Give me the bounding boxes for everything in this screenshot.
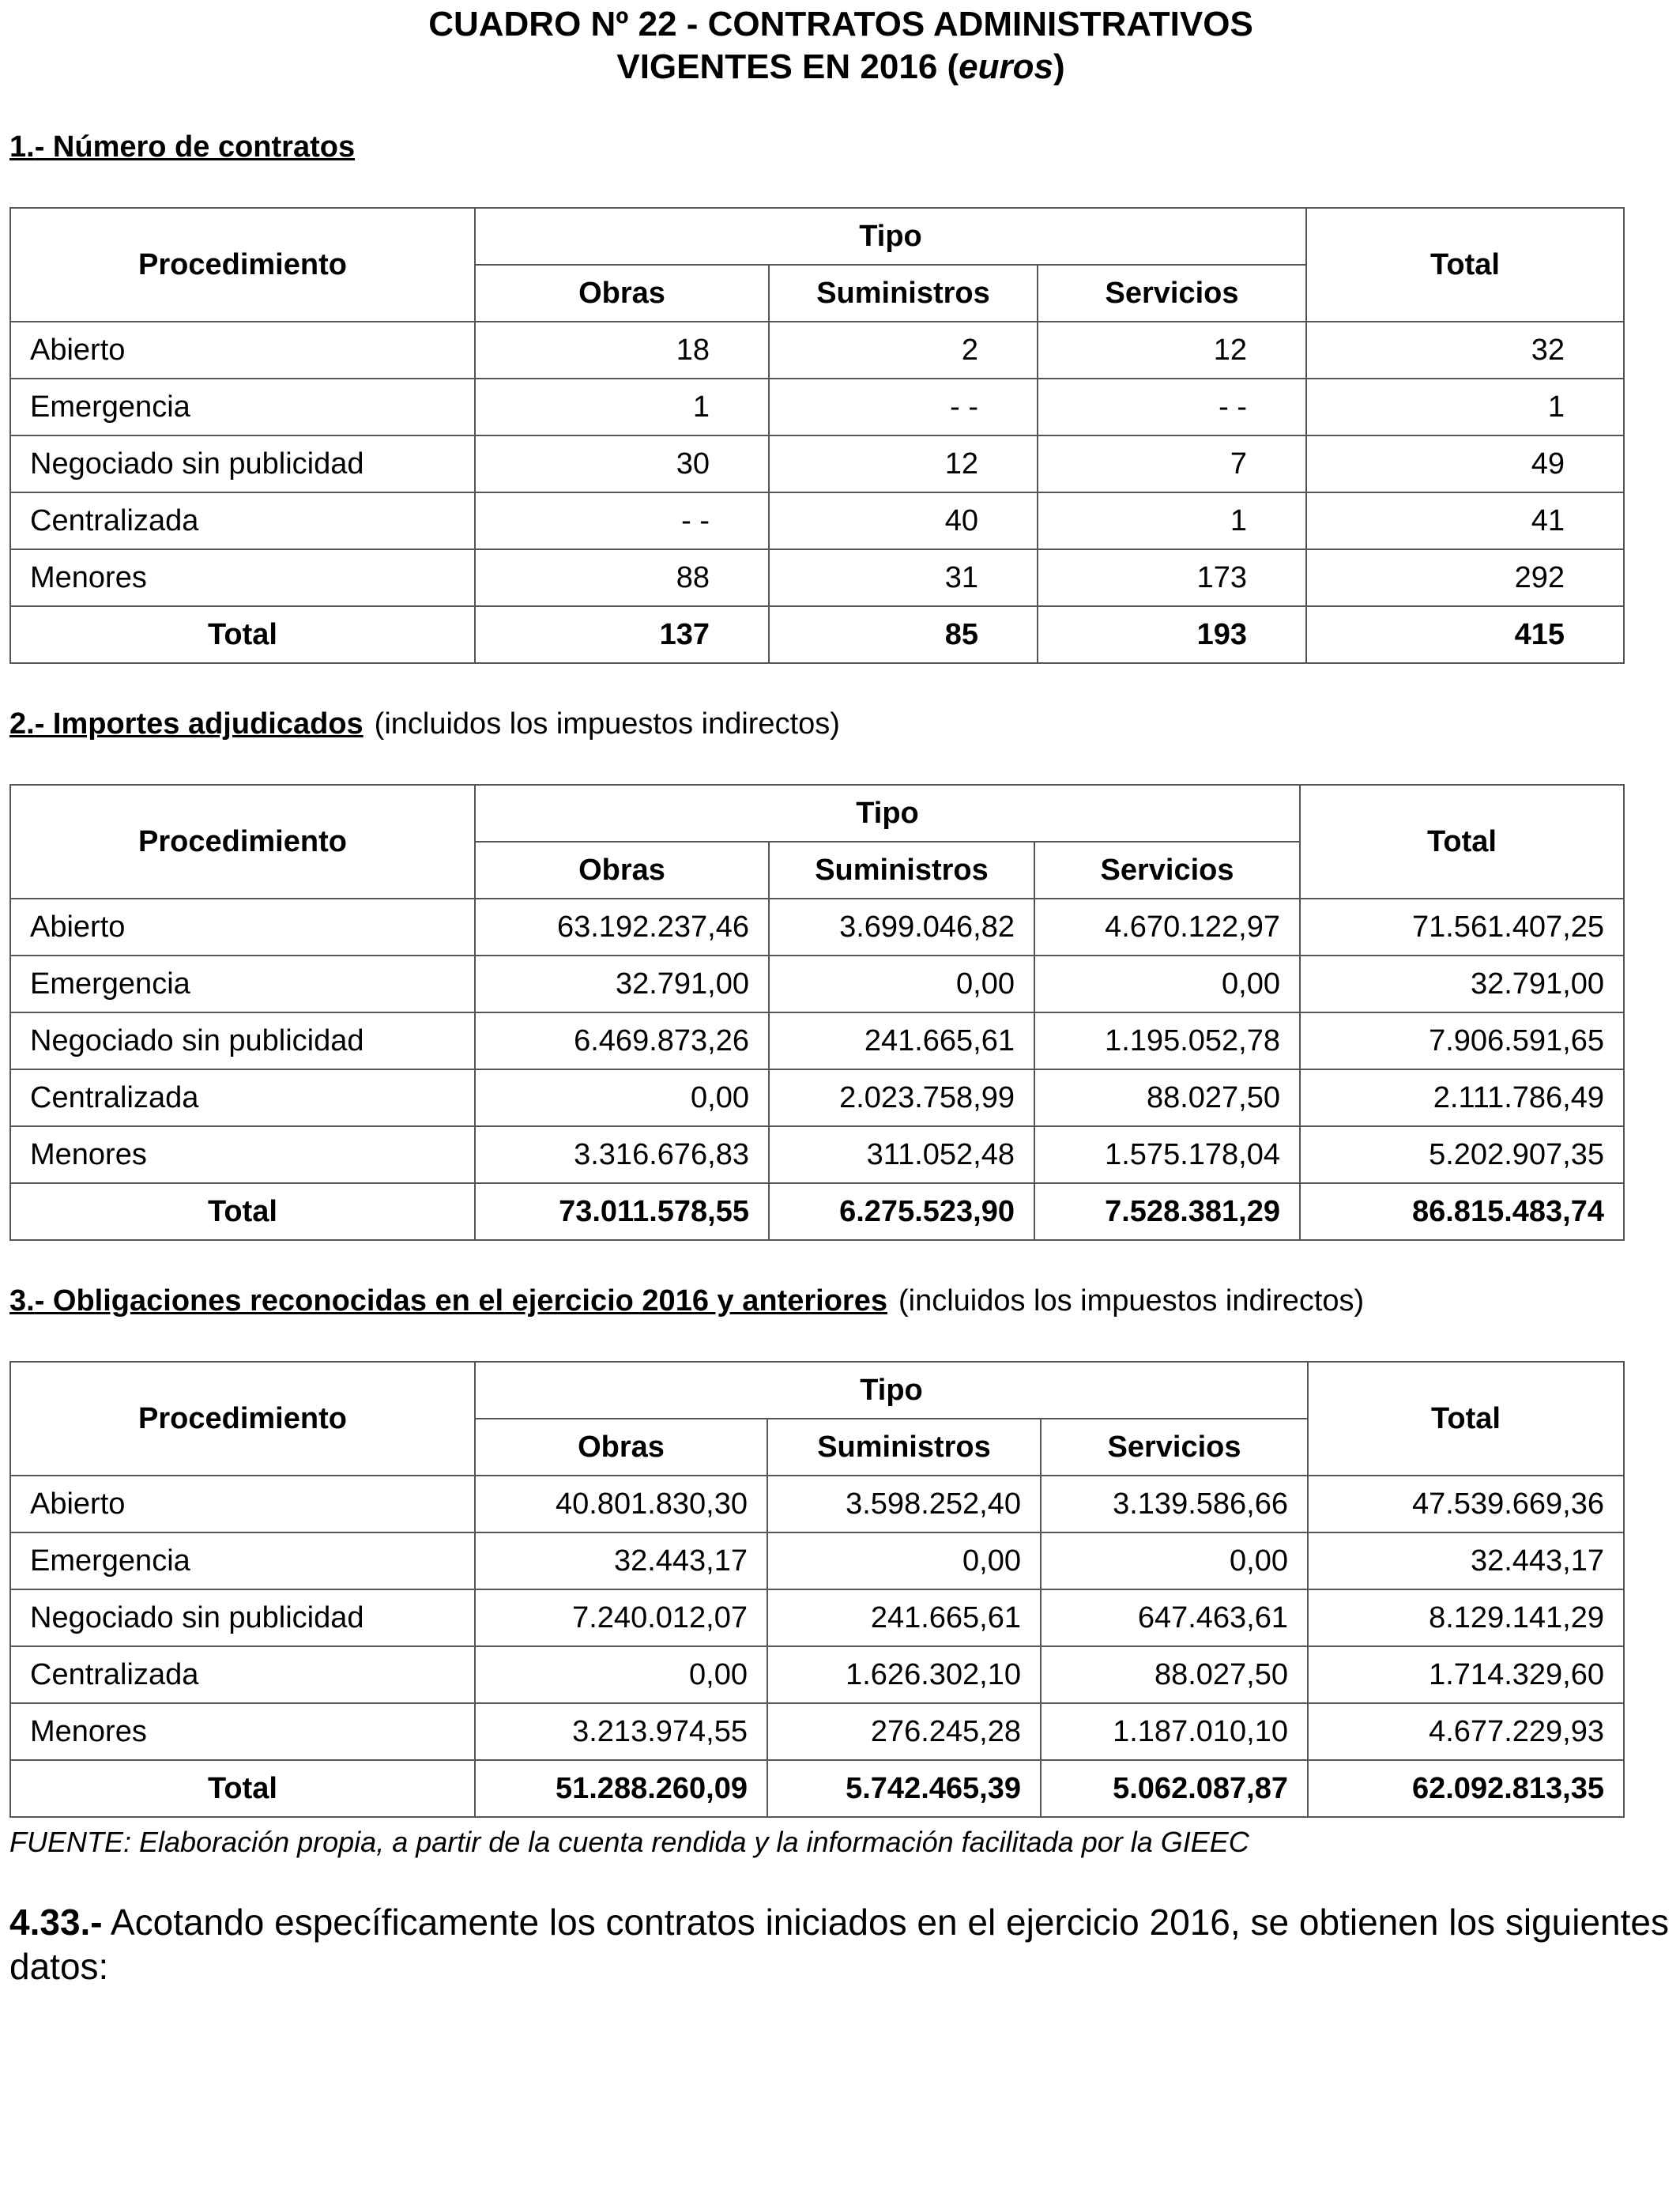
table-total-row: Total 51.288.260,09 5.742.465,39 5.062.087,87 62.092.813,35 [10, 1760, 1624, 1817]
table-row: Centralizada - - 40 1 41 [10, 492, 1624, 549]
header-total: Total [1308, 1362, 1624, 1476]
section-2-heading: 2.- Importes adjudicados (incluidos los impuestos indirectos) [9, 707, 840, 741]
header-obras: Obras [475, 1419, 767, 1476]
header-servicios: Servicios [1041, 1419, 1308, 1476]
header-obras: Obras [475, 265, 769, 322]
table-total-row: Total 73.011.578,55 6.275.523,90 7.528.381,29 86.815.483,74 [10, 1183, 1624, 1240]
table-row: Emergencia 32.791,00 0,00 0,00 32.791,00 [10, 956, 1624, 1012]
header-procedimiento: Procedimiento [10, 208, 475, 322]
header-servicios: Servicios [1034, 842, 1300, 899]
header-tipo: Tipo [475, 785, 1300, 842]
table-row: Menores 88 31 173 292 [10, 549, 1624, 606]
header-total: Total [1300, 785, 1624, 899]
table-row: Emergencia 1 - - - - 1 [10, 379, 1624, 435]
paragraph-4-33 [9, 1900, 1669, 1989]
table-row: Menores 3.316.676,83 311.052,48 1.575.178,04 5.202.907,35 [10, 1126, 1624, 1183]
table-total-row: Total 137 85 193 415 [10, 606, 1624, 663]
table-row: Abierto 40.801.830,30 3.598.252,40 3.139.586,66 47.539.669,36 [10, 1476, 1624, 1532]
table-row: Emergencia 32.443,17 0,00 0,00 32.443,17 [10, 1532, 1624, 1589]
header-suministros: Suministros [769, 842, 1034, 899]
header-procedimiento: Procedimiento [10, 1362, 475, 1476]
section-1-heading: 1.- Número de contratos [9, 130, 356, 164]
header-procedimiento: Procedimiento [10, 785, 475, 899]
document-page [9, 0, 1672, 1987]
table-importes-adjudicados [9, 784, 1625, 1241]
table-row: Abierto 63.192.237,46 3.699.046,82 4.670.122,97 71.561.407,25 [10, 899, 1624, 956]
title-line-1: CUADRO Nº 22 - CONTRATOS ADMINISTRATIVOS [428, 5, 1253, 43]
table-row: Abierto 18 2 12 32 [10, 322, 1624, 379]
title-line-2: VIGENTES EN 2016 (euros) [616, 47, 1065, 86]
source-note: FUENTE: Elaboración propia, a partir de la cuenta rendida y la información facilitada por la GIEEC [9, 1826, 1249, 1858]
paragraph-text: Acotando específicamente los contratos iniciados en el ejercicio 2016, se obtienen los siguientes datos: [9, 1902, 1669, 1987]
header-suministros: Suministros [769, 265, 1038, 322]
header-total: Total [1306, 208, 1624, 322]
header-suministros: Suministros [767, 1419, 1041, 1476]
table-row: Negociado sin publicidad 6.469.873,26 241.665,61 1.195.052,78 7.906.591,65 [10, 1012, 1624, 1069]
document-title [9, 3, 1672, 89]
paragraph-number: 4.33.- [9, 1902, 103, 1943]
header-obras: Obras [475, 842, 769, 899]
table-row: Negociado sin publicidad 7.240.012,07 241.665,61 647.463,61 8.129.141,29 [10, 1589, 1624, 1646]
header-servicios: Servicios [1038, 265, 1306, 322]
section-3-heading: 3.- Obligaciones reconocidas en el ejercicio 2016 y anteriores (incluidos los impuestos indirectos) [9, 1284, 1365, 1318]
header-tipo: Tipo [475, 208, 1306, 265]
table-row: Menores 3.213.974,55 276.245,28 1.187.010,10 4.677.229,93 [10, 1703, 1624, 1760]
table-row: Centralizada 0,00 1.626.302,10 88.027,50 1.714.329,60 [10, 1646, 1624, 1703]
table-row: Negociado sin publicidad 30 12 7 49 [10, 435, 1624, 492]
table-row: Centralizada 0,00 2.023.758,99 88.027,50 2.111.786,49 [10, 1069, 1624, 1126]
table-obligaciones-reconocidas [9, 1361, 1625, 1818]
header-tipo: Tipo [475, 1362, 1308, 1419]
table-numero-contratos [9, 207, 1625, 664]
